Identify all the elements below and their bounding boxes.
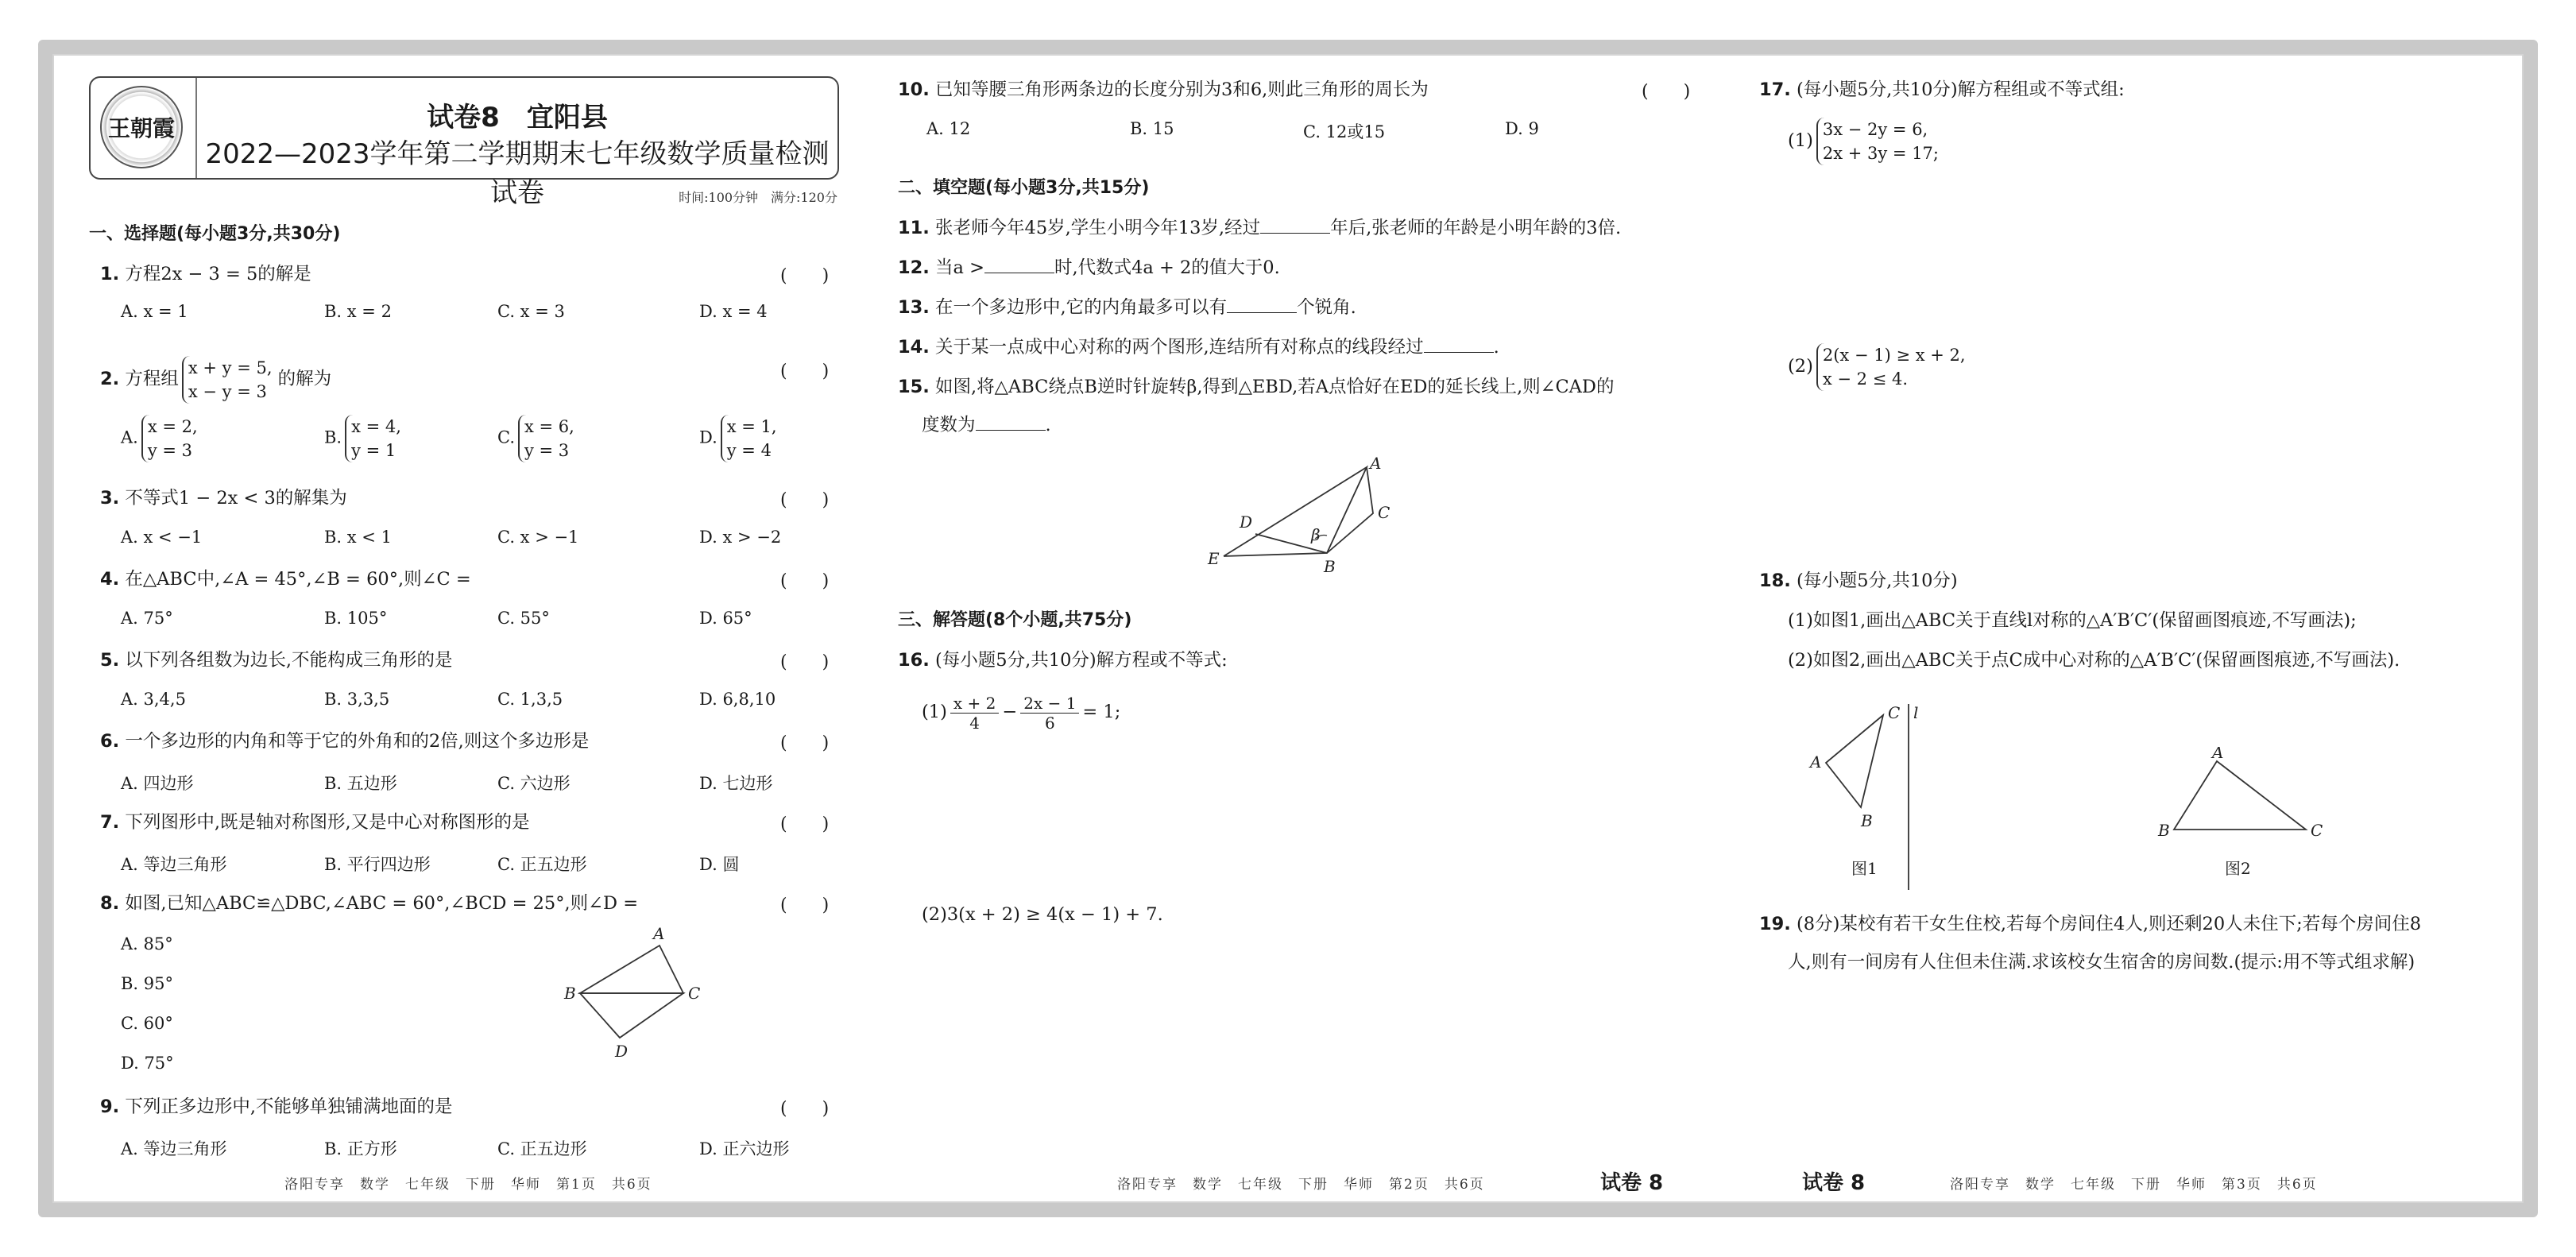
q-text: 下列图形中,既是轴对称图形,又是中心对称图形的是 [125, 812, 530, 833]
question-16 [898, 648, 1228, 672]
exam-title: 试卷8 宜阳县 [427, 102, 608, 133]
option-c: C. x > −1 [497, 528, 579, 547]
question-10 [898, 78, 1429, 102]
q-num: 12. [898, 257, 930, 278]
option-b [324, 415, 401, 462]
question-16-part1 [922, 688, 1120, 736]
q-text-pre: 张老师今年45岁,学生小明今年13岁,经过 [935, 218, 1261, 238]
label-a: A [1810, 752, 1822, 772]
q-text: 一个多边形的内角和等于它的外角和的2倍,则这个多边形是 [125, 731, 590, 752]
q-text: 如图,已知△ABC≌△DBC,∠ABC = 60°,∠BCD = 25°,则∠D = [125, 893, 639, 914]
q-num: 11. [898, 218, 930, 238]
answer-paren: ( ) [780, 895, 830, 915]
answer-paren: ( ) [780, 490, 830, 510]
option-c: C. 正五边形 [497, 855, 587, 874]
question-9 [100, 1095, 453, 1119]
question-19 [1759, 912, 2421, 936]
label-c: C [688, 984, 701, 1003]
answer-paren: ( ) [1642, 82, 1691, 102]
option-d [699, 415, 777, 462]
option-a [121, 415, 198, 462]
answer-blank[interactable] [1424, 336, 1494, 353]
option-b: B. x < 1 [324, 528, 392, 547]
option-system [721, 415, 777, 462]
question-5 [100, 648, 453, 672]
answer-paren: ( ) [780, 1099, 830, 1119]
q-num: 15. [898, 377, 930, 397]
triangle-abc [580, 946, 683, 993]
logo [100, 86, 183, 168]
answer-blank[interactable] [976, 414, 1046, 431]
footer-page-2: 洛阳专享 数学 七年级 下册 华师 第2页 共6页 [1117, 1177, 1485, 1193]
logo-text: 王朝霞 [107, 115, 175, 141]
question-3 [100, 486, 347, 510]
q-num: 8. [100, 893, 120, 914]
eq-line: 3x − 2y = 6, [1822, 120, 1928, 139]
label-b: B [2158, 821, 2170, 840]
label-c: C [1888, 703, 1901, 722]
denominator: 6 [1044, 713, 1055, 733]
question-6 [100, 729, 589, 753]
fraction [950, 694, 999, 733]
q-num: 4. [100, 569, 120, 590]
footer-page-3: 洛阳专享 数学 七年级 下册 华师 第3页 共6页 [1950, 1177, 2318, 1193]
eq-line: y = 4 [726, 441, 772, 460]
option-a: A. 等边三角形 [121, 855, 227, 874]
paper-tag-left: 试卷 8 [1802, 1171, 1866, 1195]
label-l: l [1913, 703, 1919, 722]
question-8 [100, 892, 638, 915]
figure-2-caption: 图2 [2225, 859, 2251, 878]
equation-system [182, 356, 273, 404]
q-text: 以下列各组数为边长,不能构成三角形的是 [125, 650, 453, 671]
label-b: B [1324, 557, 1336, 576]
option-b: B. 3,3,5 [324, 690, 390, 709]
question-17-part2 [1788, 343, 1966, 391]
option-b: B. 正方形 [324, 1139, 397, 1158]
numerator: x + 2 [950, 694, 999, 714]
footer-page-1: 洛阳专享 数学 七年级 下册 华师 第1页 共6页 [284, 1177, 652, 1193]
q-text-pre: 度数为 [922, 415, 976, 435]
option-b: B. 15 [1130, 119, 1174, 138]
label-d: D [615, 1042, 629, 1061]
eq-line: x − y = 3 [188, 382, 267, 401]
option-d: D. x = 4 [699, 302, 768, 321]
part-label: (1) [922, 702, 947, 722]
option-a: A. 12 [926, 119, 971, 138]
section-fill: 二、填空题(每小题3分,共15分) [898, 178, 1150, 198]
q-text: (每小题5分,共10分)解方程组或不等式组: [1797, 79, 2125, 100]
q-num: 18. [1759, 570, 1791, 591]
q-text-post: . [1045, 415, 1051, 435]
q-text-pre: 当a > [935, 257, 984, 278]
q-num: 3. [100, 488, 120, 509]
eq-line: x = 1, [726, 417, 777, 436]
q-text-post: . [1493, 337, 1499, 358]
option-a: A. 四边形 [121, 774, 194, 793]
label-c: C [1378, 503, 1390, 522]
denominator: 4 [969, 713, 980, 733]
eq-line: x + y = 5, [188, 358, 273, 377]
label-beta: β [1311, 525, 1321, 544]
triangle-dbc [580, 993, 683, 1038]
question-16-part2: (2)3(x + 2) ≥ 4(x − 1) + 7. [922, 904, 1163, 925]
option-b: B. 95° [121, 974, 174, 993]
label-a: A [2212, 747, 2224, 762]
q-text: 不等式1 − 2x < 3的解集为 [125, 488, 347, 509]
option-d: D. 65° [699, 609, 752, 628]
q8-figure [532, 922, 715, 1065]
q-text: (每小题5分,共10分)解方程或不等式: [935, 650, 1228, 671]
q-num: 14. [898, 337, 930, 358]
option-c: C. 正五边形 [497, 1139, 587, 1158]
opt-label: B. [324, 427, 342, 447]
q15-figure [1200, 445, 1406, 580]
option-c: C. 六边形 [497, 774, 571, 793]
option-b: B. x = 2 [324, 302, 392, 321]
answer-paren: ( ) [780, 571, 830, 591]
option-c: C. x = 3 [497, 302, 565, 321]
q-num: 17. [1759, 79, 1791, 100]
triangle-ebd [1224, 467, 1367, 556]
q-num: 13. [898, 297, 930, 318]
answer-blank[interactable] [1227, 296, 1297, 313]
option-system [518, 415, 574, 462]
q-num: 9. [100, 1096, 120, 1117]
question-4 [100, 567, 471, 591]
section-choice: 一、选择题(每小题3分,共30分) [89, 224, 341, 244]
q-num: 19. [1759, 914, 1791, 934]
q-text: 下列正多边形中,不能够单独铺满地面的是 [125, 1096, 453, 1117]
option-system [141, 415, 198, 462]
inequality-system [1816, 343, 1966, 391]
equation-system [1816, 118, 1939, 165]
option-b: B. 五边形 [324, 774, 397, 793]
triangle-abc [1826, 715, 1883, 807]
question-7 [100, 810, 530, 834]
option-c: C. 12或15 [1303, 122, 1386, 141]
exam-meta: 时间:100分钟 满分:120分 [679, 190, 837, 205]
answer-paren: ( ) [780, 733, 830, 753]
option-a: A. 75° [121, 609, 173, 628]
opt-label: C. [497, 427, 515, 447]
q-text-post: 个锐角. [1297, 297, 1356, 318]
option-system [345, 415, 401, 462]
q-num: 10. [898, 79, 930, 100]
question-15 [898, 375, 1614, 399]
answer-paren: ( ) [780, 266, 830, 286]
question-15-line2 [922, 413, 1051, 437]
q-num: 1. [100, 264, 120, 284]
question-2 [100, 356, 331, 404]
question-17 [1759, 78, 2125, 102]
part-label: (2) [1788, 356, 1813, 377]
eq-line: x = 2, [147, 417, 198, 436]
label-b: B [564, 984, 576, 1003]
label-e: E [1208, 549, 1220, 568]
label-c: C [2311, 821, 2323, 840]
option-a: A. x = 1 [121, 302, 188, 321]
q-text: 已知等腰三角形两条边的长度分别为3和6,则此三角形的周长为 [935, 79, 1429, 100]
eq-line: x = 6, [524, 417, 574, 436]
operator: − [1002, 702, 1018, 722]
option-c: C. 60° [121, 1014, 173, 1033]
question-19-line2: 人,则有一间房有人住但未住满.求该校女生宿舍的房间数.(提示:用不等式组求解) [1788, 952, 2415, 973]
eq-line: x − 2 ≤ 4. [1822, 369, 1909, 389]
q-num: 16. [898, 650, 930, 671]
q-text: 如图,将△ABC绕点B逆时针旋转β,得到△EBD,若A点恰好在ED的延长线上,则∠CAD的 [935, 377, 1615, 397]
opt-label: D. [699, 427, 717, 447]
eq-line: y = 1 [351, 441, 396, 460]
q-text-pre: 方程组 [125, 369, 179, 389]
option-d: D. 圆 [699, 855, 740, 874]
fraction [1020, 694, 1079, 733]
answer-blank[interactable] [984, 257, 1054, 273]
opt-label: A. [121, 427, 138, 447]
question-12 [898, 256, 1280, 280]
q18-figure-2 [2153, 747, 2328, 842]
q-text-post: 的解为 [277, 369, 332, 389]
option-a: A. x < −1 [121, 528, 203, 547]
triangle-abc [2174, 761, 2306, 830]
answer-paren: ( ) [780, 362, 830, 381]
q-text: (每小题5分,共10分) [1797, 570, 1958, 591]
option-d: D. x > −2 [699, 528, 782, 547]
question-17-part1 [1788, 118, 1939, 165]
q-text: 方程2x − 3 = 5的解是 [125, 264, 311, 284]
option-a: A. 3,4,5 [121, 690, 186, 709]
option-d: D. 七边形 [699, 774, 773, 793]
option-d: D. 75° [121, 1054, 174, 1073]
equation-rhs: = 1; [1082, 702, 1121, 722]
q-text: 在△ABC中,∠A = 45°,∠B = 60°,则∠C = [125, 569, 471, 590]
section-solve: 三、解答题(8个小题,共75分) [898, 610, 1132, 630]
option-b: B. 105° [324, 609, 388, 628]
q-num: 2. [100, 369, 120, 389]
q-text-pre: 在一个多边形中,它的内角最多可以有 [935, 297, 1228, 318]
question-1 [100, 262, 311, 286]
option-d: D. 6,8,10 [699, 690, 776, 709]
eq-line: y = 3 [524, 441, 570, 460]
q-text-post: 时,代数式4a + 2的值大于0. [1054, 257, 1280, 278]
option-c: C. 1,3,5 [497, 690, 563, 709]
eq-line: x = 4, [351, 417, 401, 436]
label-d: D [1240, 512, 1253, 532]
eq-line: y = 3 [147, 441, 193, 460]
exam-subtitle: 2022—2023学年第二学期期末七年级数学质量检测试卷 [205, 138, 830, 209]
q-text-post: 年后,张老师的年龄是小明年龄的3倍. [1330, 218, 1622, 238]
question-18-part2: (2)如图2,画出△ABC关于点C成中心对称的△A′B′C′(保留画图痕迹,不写画法). [1788, 650, 2400, 671]
eq-line: 2(x − 1) ≥ x + 2, [1822, 346, 1966, 365]
q-text-pre: 关于某一点成中心对称的两个图形,连结所有对称点的线段经过 [935, 337, 1424, 358]
paper-tag-right: 试卷 8 [1600, 1171, 1664, 1195]
answer-paren: ( ) [780, 814, 830, 834]
answer-paren: ( ) [780, 652, 830, 672]
label-a: A [653, 924, 665, 943]
answer-blank[interactable] [1260, 217, 1330, 234]
question-13 [898, 296, 1356, 319]
numerator: 2x − 1 [1020, 694, 1079, 714]
option-c [497, 415, 574, 462]
eq-line: 2x + 3y = 17; [1822, 144, 1939, 163]
question-11 [898, 216, 1621, 240]
triangle-abc [1327, 467, 1373, 553]
part-label: (1) [1788, 130, 1813, 151]
option-c: C. 55° [497, 609, 550, 628]
question-14 [898, 335, 1499, 359]
option-a: A. 等边三角形 [121, 1139, 227, 1158]
question-18-part1: (1)如图1,画出△ABC关于直线l对称的△A′B′C′(保留画图痕迹,不写画法); [1788, 610, 2357, 631]
label-a: A [1370, 454, 1382, 473]
label-b: B [1861, 811, 1873, 830]
q-num: 5. [100, 650, 120, 671]
q-num: 6. [100, 731, 120, 752]
option-b: B. 平行四边形 [324, 855, 431, 874]
question-18 [1759, 569, 1958, 593]
option-a: A. 85° [121, 934, 173, 953]
q-num: 7. [100, 812, 120, 833]
option-d: D. 9 [1505, 119, 1539, 138]
option-d: D. 正六边形 [699, 1139, 790, 1158]
figure-1-caption: 图1 [1851, 859, 1878, 878]
q-text: (8分)某校有若干女生住校,若每个房间住4人,则还剩20人未住下;若每个房间住8 [1797, 914, 2422, 934]
